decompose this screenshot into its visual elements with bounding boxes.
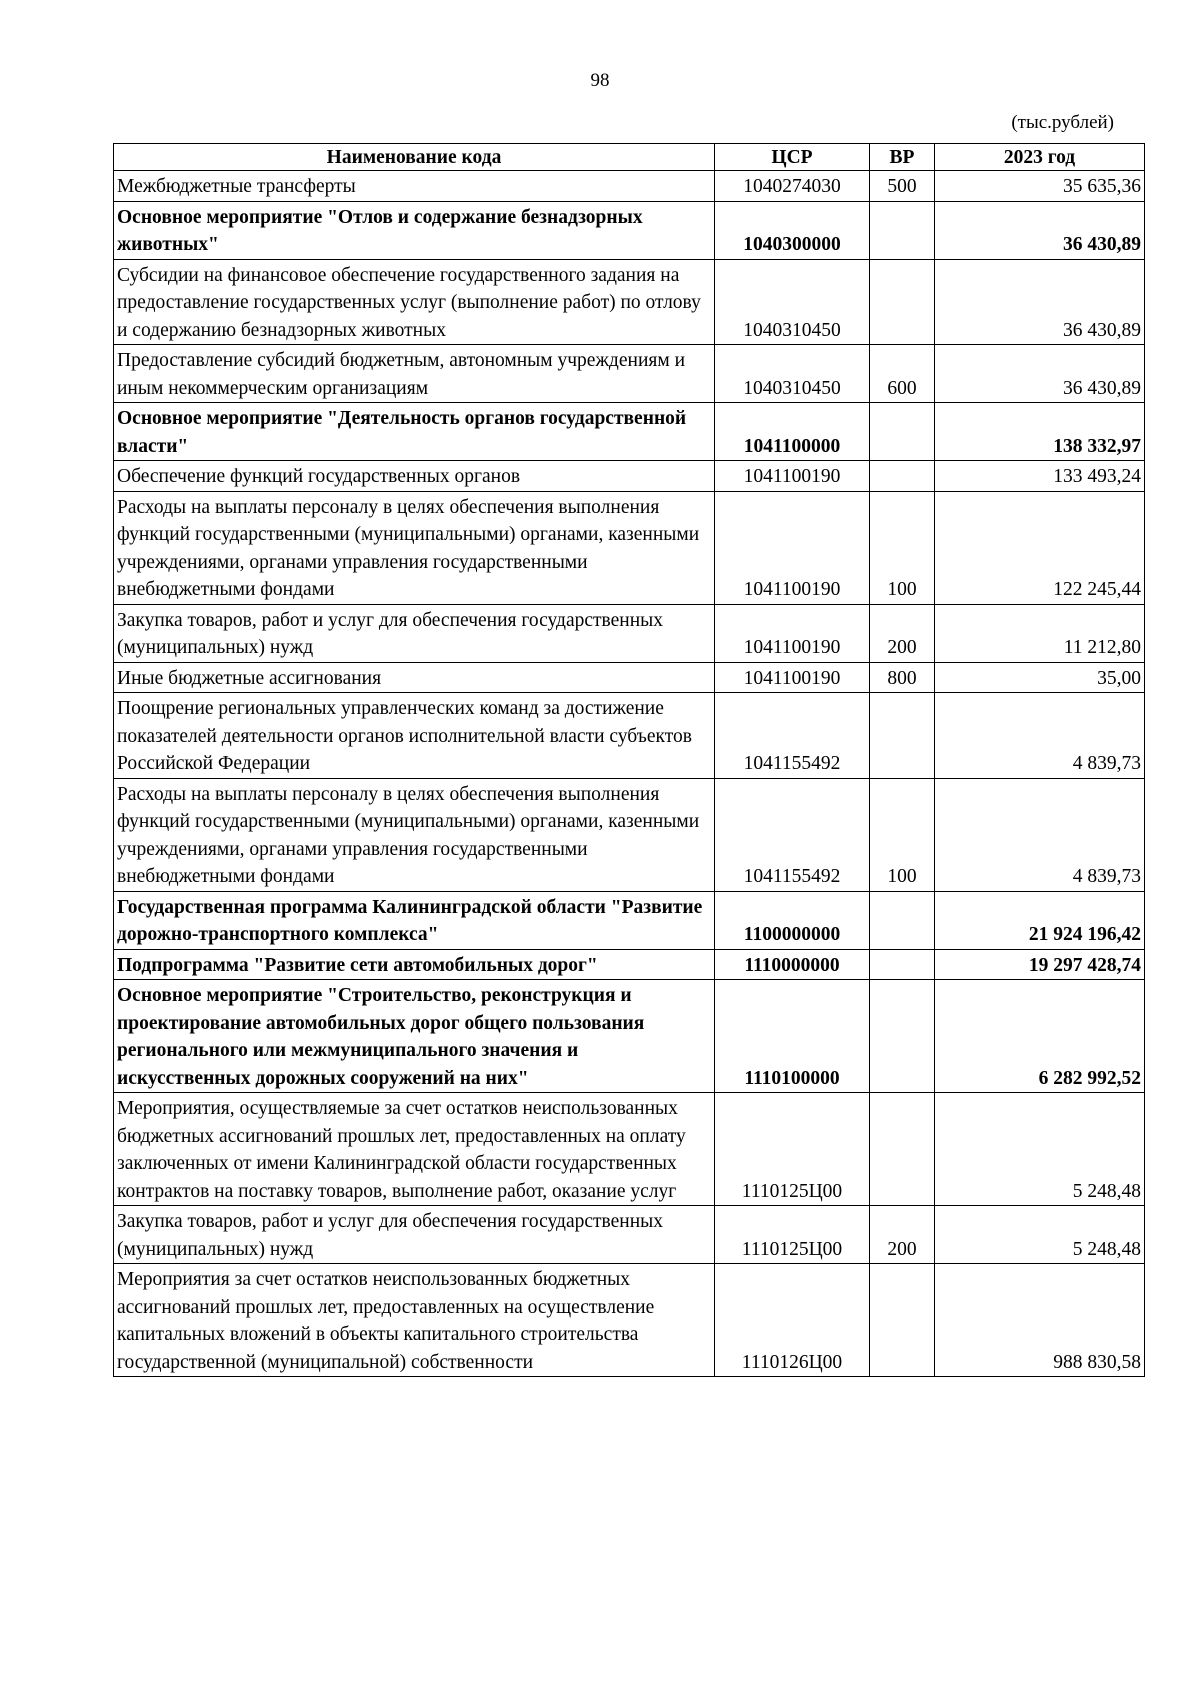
header-vr: ВР [870, 144, 935, 171]
cell-csr: 1110000000 [715, 949, 870, 980]
cell-name: Поощрение региональных управленческих команд за достижение показателей деятельности органов исполнительной власти субъектов Российской Федерации [114, 693, 715, 779]
table-row [114, 345, 1145, 403]
table-row [114, 949, 1145, 980]
cell-name: Основное мероприятие "Строительство, реконструкция и проектирование автомобильных дорог общего пользования регионального или межмуниципального значения и искусственных дорожных сооружений на них" [114, 980, 715, 1093]
cell-name: Государственная программа Калининградской области "Развитие дорожно-транспортного комплекса" [114, 891, 715, 949]
cell-vr [870, 461, 935, 492]
cell-vr [870, 403, 935, 461]
budget-table [113, 143, 1145, 1377]
table-row [114, 403, 1145, 461]
header-name: Наименование кода [114, 144, 715, 171]
cell-csr: 1041100190 [715, 491, 870, 604]
cell-csr: 1040300000 [715, 201, 870, 259]
cell-csr: 1110126Ц00 [715, 1264, 870, 1377]
table-row [114, 891, 1145, 949]
cell-vr [870, 693, 935, 779]
cell-csr: 1041100190 [715, 604, 870, 662]
cell-vr: 100 [870, 491, 935, 604]
cell-csr: 1100000000 [715, 891, 870, 949]
table-row [114, 693, 1145, 779]
table-row [114, 604, 1145, 662]
cell-csr: 1110125Ц00 [715, 1206, 870, 1264]
cell-csr: 1110100000 [715, 980, 870, 1093]
cell-vr: 500 [870, 171, 935, 202]
cell-vr [870, 201, 935, 259]
cell-sum: 36 430,89 [935, 345, 1145, 403]
cell-sum: 5 248,48 [935, 1093, 1145, 1206]
table-row [114, 491, 1145, 604]
cell-csr: 1041155492 [715, 778, 870, 891]
cell-vr: 100 [870, 778, 935, 891]
cell-name: Мероприятия за счет остатков неиспользованных бюджетных ассигнований прошлых лет, предоставленных на осуществление капитальных вложений в объекты капитального строительства государственной (муниципальной) собственности [114, 1264, 715, 1377]
table-body [114, 171, 1145, 1377]
cell-vr: 200 [870, 604, 935, 662]
table-row [114, 980, 1145, 1093]
cell-vr: 600 [870, 345, 935, 403]
page-number: 98 [590, 70, 610, 91]
cell-sum: 11 212,80 [935, 604, 1145, 662]
cell-name: Предоставление субсидий бюджетным, автономным учреждениям и иным некоммерческим организациям [114, 345, 715, 403]
cell-vr [870, 1264, 935, 1377]
cell-csr: 1041155492 [715, 693, 870, 779]
cell-name: Подпрограмма "Развитие сети автомобильных дорог" [114, 949, 715, 980]
units-label: (тыс.рублей) [1011, 112, 1114, 133]
cell-csr: 1040310450 [715, 345, 870, 403]
table-row [114, 662, 1145, 693]
cell-sum: 35 635,36 [935, 171, 1145, 202]
cell-name: Иные бюджетные ассигнования [114, 662, 715, 693]
cell-sum: 36 430,89 [935, 201, 1145, 259]
cell-name: Закупка товаров, работ и услуг для обеспечения государственных (муниципальных) нужд [114, 1206, 715, 1264]
cell-name: Мероприятия, осуществляемые за счет остатков неиспользованных бюджетных ассигнований прошлых лет, предоставленных на оплату заключенных от имени Калининградской области государственных контрактов на поставку товаров, выполнение работ, оказание услуг [114, 1093, 715, 1206]
cell-name: Расходы на выплаты персоналу в целях обеспечения выполнения функций государственными (муниципальными) органами, казенными учреждениями, органами управления государственными внебюджетными фондами [114, 491, 715, 604]
cell-sum: 6 282 992,52 [935, 980, 1145, 1093]
cell-sum: 19 297 428,74 [935, 949, 1145, 980]
cell-csr: 1040274030 [715, 171, 870, 202]
table-row [114, 1093, 1145, 1206]
cell-name: Закупка товаров, работ и услуг для обеспечения государственных (муниципальных) нужд [114, 604, 715, 662]
table-row [114, 171, 1145, 202]
table-row [114, 201, 1145, 259]
table-row [114, 1206, 1145, 1264]
cell-vr [870, 891, 935, 949]
cell-name: Основное мероприятие "Отлов и содержание безнадзорных животных" [114, 201, 715, 259]
cell-sum: 35,00 [935, 662, 1145, 693]
cell-sum: 138 332,97 [935, 403, 1145, 461]
cell-vr [870, 949, 935, 980]
cell-sum: 21 924 196,42 [935, 891, 1145, 949]
header-sum: 2023 год [935, 144, 1145, 171]
table-header-row [114, 144, 1145, 171]
cell-sum: 4 839,73 [935, 778, 1145, 891]
cell-sum: 36 430,89 [935, 259, 1145, 345]
cell-sum: 133 493,24 [935, 461, 1145, 492]
cell-vr: 800 [870, 662, 935, 693]
table-row [114, 778, 1145, 891]
header-csr: ЦСР [715, 144, 870, 171]
cell-vr [870, 1093, 935, 1206]
cell-sum: 5 248,48 [935, 1206, 1145, 1264]
cell-csr: 1041100190 [715, 662, 870, 693]
cell-name: Обеспечение функций государственных органов [114, 461, 715, 492]
cell-csr: 1041100190 [715, 461, 870, 492]
cell-csr: 1040310450 [715, 259, 870, 345]
cell-sum: 4 839,73 [935, 693, 1145, 779]
cell-sum: 988 830,58 [935, 1264, 1145, 1377]
cell-vr [870, 980, 935, 1093]
cell-csr: 1041100000 [715, 403, 870, 461]
table-row [114, 1264, 1145, 1377]
cell-name: Межбюджетные трансферты [114, 171, 715, 202]
cell-vr [870, 259, 935, 345]
cell-name: Основное мероприятие "Деятельность органов государственной власти" [114, 403, 715, 461]
cell-vr: 200 [870, 1206, 935, 1264]
cell-name: Расходы на выплаты персоналу в целях обеспечения выполнения функций государственными (муниципальными) органами, казенными учреждениями, органами управления государственными внебюджетными фондами [114, 778, 715, 891]
cell-sum: 122 245,44 [935, 491, 1145, 604]
cell-csr: 1110125Ц00 [715, 1093, 870, 1206]
table-row [114, 259, 1145, 345]
cell-name: Субсидии на финансовое обеспечение государственного задания на предоставление государственных услуг (выполнение работ) по отлову и содержанию безнадзорных животных [114, 259, 715, 345]
table-row [114, 461, 1145, 492]
